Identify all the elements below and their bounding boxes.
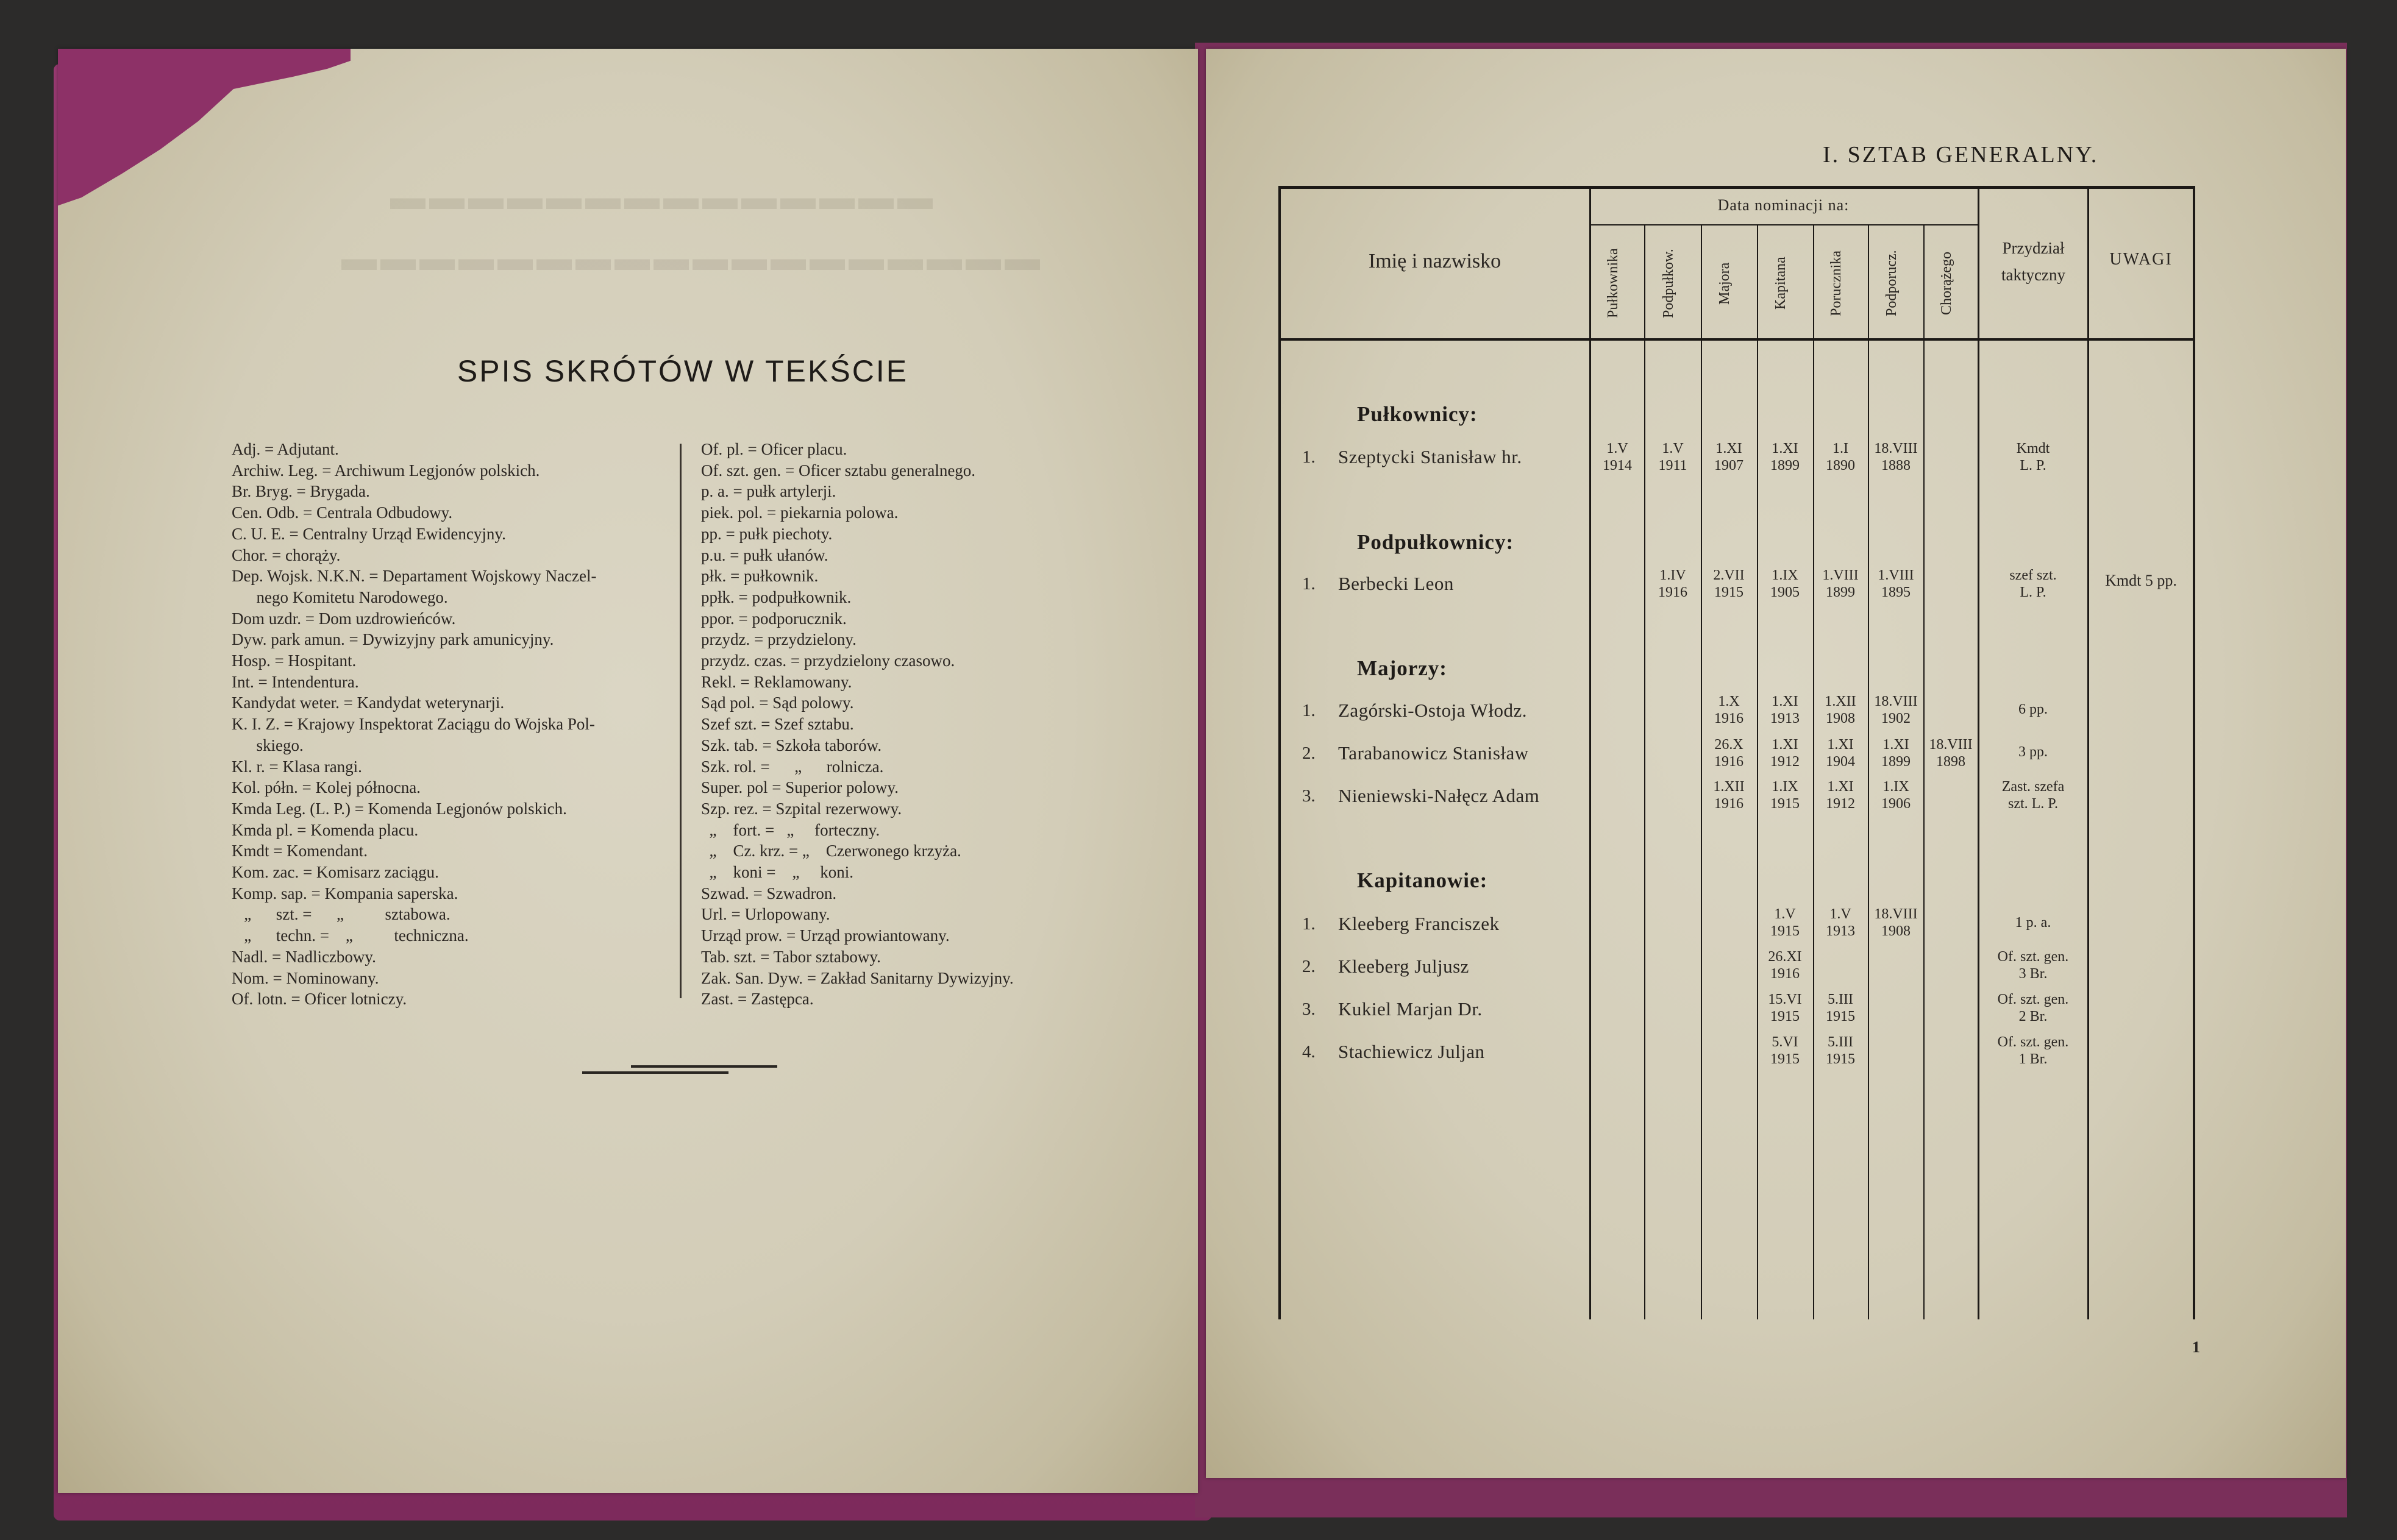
przydzial-cell: Of. szt. gen. 2 Br. <box>1997 992 2069 1024</box>
row-number: 1. <box>1302 914 1316 934</box>
date-cell: 1.XI 1899 <box>1881 737 1911 770</box>
officer-name: Stachiewicz Juljan <box>1338 1041 1485 1062</box>
officer-name: Szeptycki Stanisław hr. <box>1338 446 1522 467</box>
table-top-rule <box>1278 186 2195 189</box>
page-number: 1 <box>2192 1338 2200 1356</box>
abbreviation-entry: Kol. półn. = Kolej północna. <box>232 778 421 797</box>
header-bottom-rule <box>1278 338 2195 341</box>
date-cell: 1.V 1915 <box>1770 906 1800 939</box>
group-title-kapitanowie: Kapitanowie: <box>1357 868 1488 892</box>
date-cell: 26.XI 1916 <box>1768 949 1802 982</box>
przydzial-cell: Of. szt. gen. 1 Br. <box>1997 1034 2069 1067</box>
date-cell: 1.V 1914 <box>1603 441 1632 474</box>
abbreviation-entry: Sąd pol. = Sąd polowy. <box>701 694 854 712</box>
abbreviation-entry: Of. szt. gen. = Oficer sztabu generalnego. <box>701 461 976 480</box>
col-rule <box>2087 186 2089 1319</box>
przydzial-cell: 6 pp. <box>2018 701 2048 717</box>
przydzial-cell: 1 p. a. <box>2015 915 2051 931</box>
abbreviation-entry: ppłk. = podpułkownik. <box>701 587 852 606</box>
date-cell: 5.III 1915 <box>1826 1034 1855 1067</box>
officer-name: Kleeberg Juljusz <box>1338 956 1469 977</box>
officer-name: Zagórski-Ostoja Włodz. <box>1338 700 1528 721</box>
abbreviation-entry: Kandydat weter. = Kandydat weterynarji. <box>232 694 505 712</box>
group-title-pulkownicy: Pułkownicy: <box>1357 402 1478 426</box>
abbreviation-entry: Super. pol = Superior polowy. <box>701 778 899 797</box>
group-title-podpulkownicy: Podpułkownicy: <box>1357 530 1514 554</box>
abbreviation-entry: nego Komitetu Narodowego. <box>232 587 448 606</box>
abbreviation-entry: Komp. sap. = Kompania saperska. <box>232 884 458 903</box>
date-cell: 1.XI 1899 <box>1770 441 1800 474</box>
abbreviation-entry: Zak. San. Dyw. = Zakład Sanitarny Dywizyjny. <box>701 968 1014 987</box>
date-cell: 15.VI 1915 <box>1768 992 1802 1024</box>
abbreviation-entry: Dom uzdr. = Dom uzdrowieńców. <box>232 609 456 628</box>
abbreviation-entry: Kl. r. = Klasa rangi. <box>232 757 362 776</box>
date-cell: 1.XI 1904 <box>1826 737 1855 770</box>
date-cell: 1.IX 1906 <box>1881 779 1911 812</box>
abbreviation-entry: Nom. = Nominowany. <box>232 968 379 987</box>
abbreviation-entry: Szwad. = Szwadron. <box>701 884 837 903</box>
date-cell: 1.IX 1915 <box>1770 779 1800 812</box>
date-cell: 1.XI 1912 <box>1826 779 1855 812</box>
abbreviations-right-column <box>701 439 1014 1010</box>
separator-rule <box>582 1071 728 1074</box>
date-cell: 18.VIII 1902 <box>1874 694 1918 726</box>
header-name: Imię i nazwisko <box>1368 250 1501 272</box>
abbreviation-entry: skiego. <box>232 736 304 754</box>
abbreviations-title: SPIS SKRÓTÓW W TEKŚCIE <box>457 354 909 388</box>
abbreviation-entry: Zast. = Zastępca. <box>701 990 814 1009</box>
date-cell: 1.VIII 1899 <box>1822 567 1859 600</box>
abbreviation-entry: Adj. = Adjutant. <box>232 440 339 458</box>
abbreviation-entry: Nadl. = Nadliczbowy. <box>232 947 376 966</box>
header-rank-majora: Majora <box>1717 262 1733 305</box>
col-rule <box>1589 186 1591 1319</box>
przydzial-cell: Of. szt. gen. 3 Br. <box>1997 949 2069 982</box>
date-cell: 1.XI 1913 <box>1770 694 1800 726</box>
abbreviation-entry: „ techn. = „ techniczna. <box>232 926 469 945</box>
abbreviation-entry: przydz. = przydzielony. <box>701 630 857 649</box>
show-through-text: ▬▬▬▬▬▬▬▬▬▬▬▬▬▬▬▬▬▬ <box>341 238 1044 278</box>
abbreviation-entry: Kom. zac. = Komisarz zaciągu. <box>232 863 439 882</box>
header-uwagi: UWAGI <box>2109 250 2173 269</box>
row-number: 1. <box>1302 574 1316 594</box>
abbreviation-entry: Br. Bryg. = Brygada. <box>232 482 370 501</box>
date-cell: 1.V 1913 <box>1826 906 1855 939</box>
abbreviation-entry: Kmda Leg. (L. P.) = Komenda Legjonów polskich. <box>232 799 567 818</box>
abbreviation-entry: pp. = pułk piechoty. <box>701 524 833 543</box>
przydzial-cell: Kmdt L. P. <box>2016 441 2050 474</box>
abbreviation-entry: Rekl. = Reklamowany. <box>701 672 852 691</box>
abbreviation-entry: przydz. czas. = przydzielony czasowo. <box>701 651 955 670</box>
abbreviation-entry: Of. pl. = Oficer placu. <box>701 440 847 458</box>
header-rank-podporucz: Podporucz. <box>1884 250 1900 317</box>
date-cell: 1.V 1911 <box>1658 441 1687 474</box>
abbreviation-entry: Hosp. = Hospitant. <box>232 651 357 670</box>
przydzial-cell: 3 pp. <box>2018 744 2048 760</box>
date-cell: 18.VIII 1898 <box>1929 737 1973 770</box>
col-rule <box>1868 224 1869 1319</box>
abbreviation-entry: Dep. Wojsk. N.K.N. = Departament Wojskowy Naczel- <box>232 567 597 586</box>
abbreviation-entry: Kmda pl. = Komenda placu. <box>232 820 419 839</box>
date-cell: 1.XI 1907 <box>1714 441 1743 474</box>
abbreviation-entry: „ Cz. krz. = „ Czerwonego krzyża. <box>701 842 961 860</box>
date-cell: 18.VIII 1908 <box>1874 906 1918 939</box>
section-title: I. SZTAB GENERALNY. <box>1823 142 2099 168</box>
abbreviation-entry: C. U. E. = Centralny Urząd Ewidencyjny. <box>232 524 506 543</box>
abbreviation-entry: Szef szt. = Szef sztabu. <box>701 715 854 734</box>
abbreviation-entry: Dyw. park amun. = Dywizyjny park amunicyjny. <box>232 630 554 649</box>
date-cell: 1.VIII 1895 <box>1878 567 1914 600</box>
separator-rule <box>631 1065 777 1068</box>
row-number: 2. <box>1302 957 1316 976</box>
abbreviation-entry: Url. = Urlopowany. <box>701 905 830 924</box>
show-through-text: ▬▬▬▬▬▬▬▬▬▬▬▬▬▬ <box>390 177 936 217</box>
abbreviation-entry: piek. pol. = piekarnia polowa. <box>701 503 899 522</box>
abbreviation-entry: Archiw. Leg. = Archiwum Legjonów polskich. <box>232 461 540 480</box>
date-cell: 1.XII 1916 <box>1713 779 1745 812</box>
date-cell: 1.IX 1905 <box>1770 567 1800 600</box>
date-cell: 5.III 1915 <box>1826 992 1855 1024</box>
abbreviation-entry: Chor. = chorąży. <box>232 545 341 564</box>
uwagi-cell: Kmdt 5 pp. <box>2105 572 2177 589</box>
header-rank-porucznika: Porucznika <box>1828 250 1844 316</box>
header-rank-podpulkow: Podpułkow. <box>1661 249 1676 318</box>
officer-name: Nieniewski-Nałęcz Adam <box>1338 785 1540 806</box>
officer-name: Tarabanowicz Stanisław <box>1338 742 1529 764</box>
abbreviation-entry: ppor. = podporucznik. <box>701 609 847 628</box>
officer-name: Kukiel Marjan Dr. <box>1338 998 1483 1020</box>
date-cell: 1.XII 1908 <box>1825 694 1856 726</box>
abbreviation-entry: „ szt. = „ sztabowa. <box>232 905 451 924</box>
date-cell: 5.VI 1915 <box>1770 1034 1800 1067</box>
abbreviation-entry: p.u. = pułk ułanów. <box>701 545 828 564</box>
abbreviation-entry: Of. lotn. = Oficer lotniczy. <box>232 990 407 1009</box>
abbreviation-entry: Kmdt = Komendant. <box>232 842 368 860</box>
abbreviation-entry: Szk. rol. = „ rolnicza. <box>701 757 884 776</box>
header-przydzial: Przydział taktyczny <box>2001 239 2065 284</box>
abbreviation-entry: Szp. rez. = Szpital rezerwowy. <box>701 799 902 818</box>
date-cell: 1.I 1890 <box>1826 441 1855 474</box>
abbreviation-entry: Tab. szt. = Tabor sztabowy. <box>701 947 881 966</box>
header-rank-pulkownika: Pułkownika <box>1605 248 1621 319</box>
col-rule <box>1701 224 1702 1319</box>
officer-name: Berbecki Leon <box>1338 573 1454 594</box>
table-right-rule <box>2193 186 2195 1319</box>
date-group-rule <box>1589 224 1978 225</box>
column-divider <box>680 444 682 998</box>
abbreviation-entry: Cen. Odb. = Centrala Odbudowy. <box>232 503 453 522</box>
abbreviation-entry: „ fort. = „ forteczny. <box>701 820 880 839</box>
officer-name: Kleeberg Franciszek <box>1338 913 1500 934</box>
abbreviation-entry: „ koni = „ koni. <box>701 863 853 882</box>
header-date-group: Data nominacji na: <box>1717 196 1850 214</box>
row-number: 1. <box>1302 701 1316 720</box>
przydzial-cell: Zast. szefa szt. L. P. <box>2001 779 2065 812</box>
row-number: 2. <box>1302 743 1316 763</box>
abbreviation-entry: p. a. = pułk artylerji. <box>701 482 836 501</box>
date-cell: 18.VIII 1888 <box>1874 441 1918 474</box>
abbreviation-entry: płk. = pułkownik. <box>701 567 819 586</box>
abbreviation-entry: Szk. tab. = Szkoła taborów. <box>701 736 882 754</box>
abbreviation-entry: Urząd prow. = Urząd prowiantowany. <box>701 926 950 945</box>
group-title-majorzy: Majorzy: <box>1357 656 1447 680</box>
date-cell: 26.X 1916 <box>1714 737 1743 770</box>
abbreviation-entry: K. I. Z. = Krajowy Inspektorat Zaciągu do Wojska Pol- <box>232 715 595 734</box>
date-cell: 2.VII 1915 <box>1713 567 1745 600</box>
header-rank-kapitana: Kapitana <box>1773 257 1789 310</box>
row-number: 4. <box>1302 1042 1316 1062</box>
col-rule <box>1923 224 1925 1319</box>
col-rule <box>1813 224 1814 1319</box>
row-number: 3. <box>1302 999 1316 1019</box>
abbreviation-entry: Int. = Intendentura. <box>232 672 359 691</box>
abbreviations-left-column <box>232 439 597 1010</box>
col-rule <box>1757 224 1758 1319</box>
przydzial-cell: szef szt. L. P. <box>2009 567 2057 600</box>
date-cell: 1.X 1916 <box>1714 694 1743 726</box>
row-number: 3. <box>1302 786 1316 806</box>
col-rule <box>1644 224 1645 1319</box>
row-number: 1. <box>1302 447 1316 467</box>
date-cell: 1.XI 1912 <box>1770 737 1800 770</box>
date-cell: 1.IV 1916 <box>1658 567 1687 600</box>
header-rank-chorazego: Chorążego <box>1939 252 1954 315</box>
table-left-rule <box>1278 186 1281 1319</box>
